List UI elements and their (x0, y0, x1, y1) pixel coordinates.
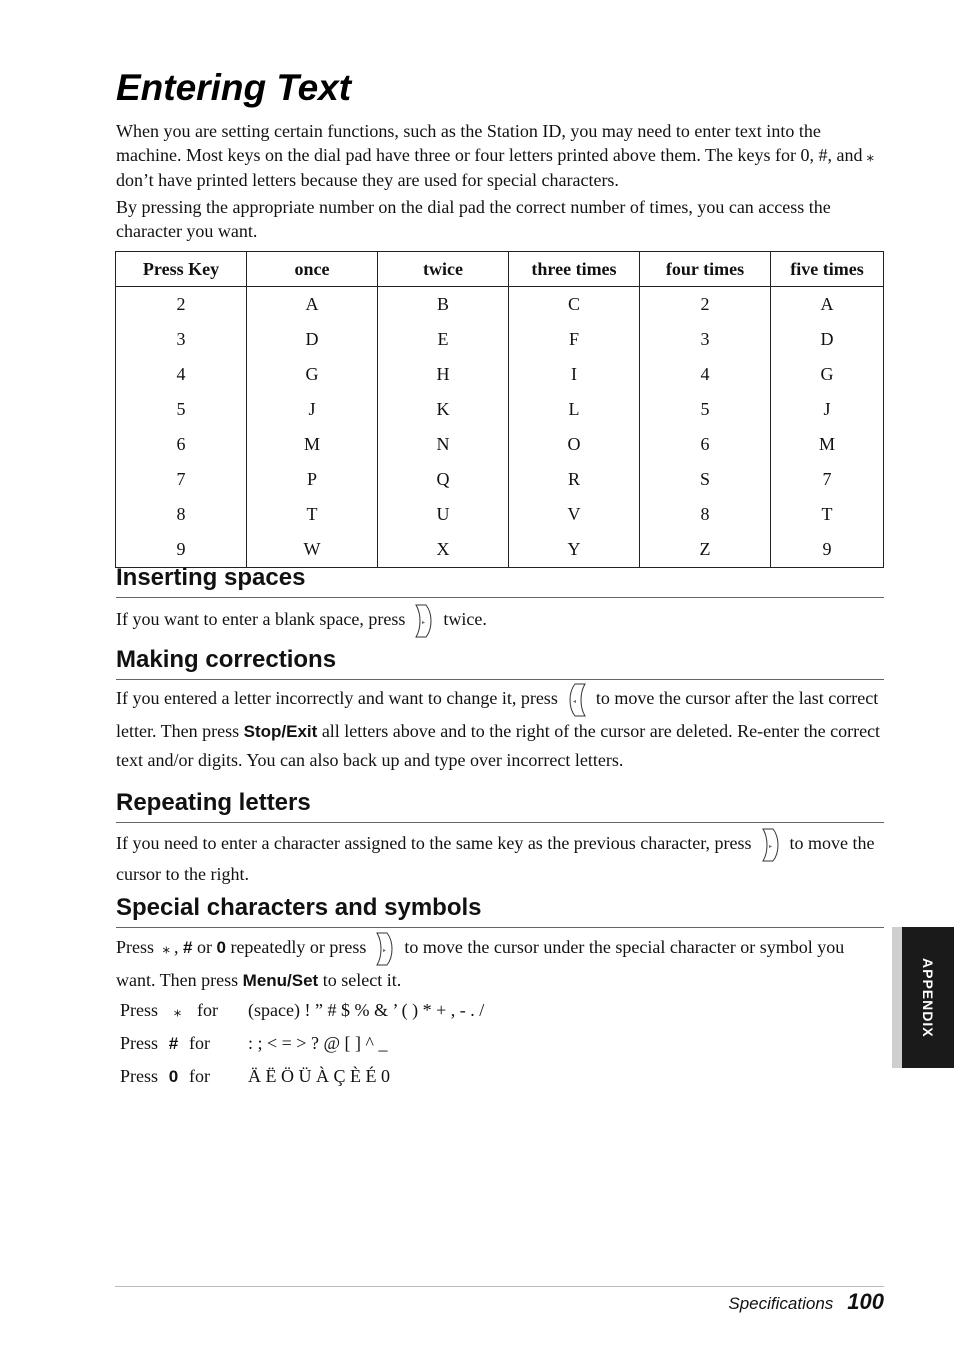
repeating-letters-text: If you need to enter a character assigned to the same key as the previous character, press ▸ to move the cursor to the right. (116, 828, 886, 886)
table-row (116, 287, 884, 323)
star-key-glyph: ⁎ (866, 147, 874, 165)
star-key-glyph: ⁎ (162, 939, 171, 958)
table-row (116, 357, 884, 392)
table-row (116, 392, 884, 427)
table-cell: S (640, 462, 771, 497)
table-cell: B (378, 287, 509, 323)
table-cell: G (771, 357, 884, 392)
table-cell: 6 (640, 427, 771, 462)
table-cell: R (509, 462, 640, 497)
inserting-spaces-text: If you want to enter a blank space, press ▸ twice. (116, 604, 886, 638)
left-arrow-key-icon (566, 683, 588, 717)
table-cell: J (771, 392, 884, 427)
table-cell: T (247, 497, 378, 532)
right-arrow-key-icon (760, 828, 782, 862)
intro-paragraph-1: When you are setting certain functions, such as the Station ID, you may need to enter text into the machine. Most keys on the dial pad have three or four letters printed above them. The keys for 0, #, and ⁎don’t have printed letters because they are used for special characters. (116, 121, 874, 190)
making-corrections-text: If you entered a letter incorrectly and want to change it, press ◂ to move the cursor after the last correct letter. Then press Stop/Exit all letters above and to the right of the cursor are deleted. Re-enter the correct text and/or digits. You can also back up and type over incorrect letters. (116, 683, 886, 774)
table-cell: L (509, 392, 640, 427)
right-arrow-key-icon (374, 932, 396, 966)
table-cell: N (378, 427, 509, 462)
table-cell: V (509, 497, 640, 532)
table-row (116, 427, 884, 462)
table-cell: 3 (640, 322, 771, 357)
table-cell: 2 (116, 287, 247, 323)
table-cell: X (378, 532, 509, 568)
table-header: twice (378, 252, 509, 287)
table-cell: E (378, 322, 509, 357)
section-heading-inserting-spaces: Inserting spaces (116, 563, 884, 598)
table-cell: 4 (116, 357, 247, 392)
section-heading-making-corrections: Making corrections (116, 645, 884, 680)
table-cell: 8 (116, 497, 247, 532)
special-characters-row-star: Press ⁎ for (space) ! ” # $ % & ’ ( ) * + , - . / (120, 1000, 485, 1020)
table-row (116, 497, 884, 532)
special-characters-text: Press ⁎ , # or 0 repeatedly or press ▸ to move the cursor under the special character or symbol you want. Then press Menu/Set to select it. (116, 932, 886, 995)
table-row (116, 462, 884, 497)
svg-text:▸: ▸ (422, 619, 426, 626)
table-header: Press Key (116, 252, 247, 287)
table-header: three times (509, 252, 640, 287)
table-cell: T (771, 497, 884, 532)
page-title: Entering Text (116, 67, 352, 108)
footer-divider (115, 1286, 884, 1287)
table-cell: O (509, 427, 640, 462)
table-header: five times (771, 252, 884, 287)
page-number: 100 (847, 1289, 884, 1314)
table-cell: 9 (771, 532, 884, 568)
table-cell: A (771, 287, 884, 323)
svg-text:◂: ◂ (572, 698, 576, 705)
table-row (116, 322, 884, 357)
svg-text:▸: ▸ (768, 843, 772, 850)
table-cell: 4 (640, 357, 771, 392)
menu-set-key-label: Menu/Set (242, 971, 319, 990)
section-heading-repeating-letters: Repeating letters (116, 788, 884, 823)
key-letter-table (115, 251, 884, 568)
table-cell: D (771, 322, 884, 357)
stop-exit-key-label: Stop/Exit (243, 722, 318, 741)
table-cell: 2 (640, 287, 771, 323)
section-heading-special-characters: Special characters and symbols (116, 893, 884, 928)
table-header: four times (640, 252, 771, 287)
table-cell: A (247, 287, 378, 323)
table-cell: J (247, 392, 378, 427)
table-cell: 5 (640, 392, 771, 427)
table-header-row (116, 252, 884, 287)
svg-text:▸: ▸ (383, 947, 387, 954)
intro-paragraph-2: By pressing the appropriate number on the dial pad the correct number of times, you can access the character you want. (116, 197, 831, 241)
table-cell: Q (378, 462, 509, 497)
table-cell: K (378, 392, 509, 427)
table-header: once (247, 252, 378, 287)
side-tab-label: APPENDIX (920, 957, 936, 1038)
table-cell: W (247, 532, 378, 568)
table-cell: Z (640, 532, 771, 568)
table-cell: 5 (116, 392, 247, 427)
table-cell: 7 (116, 462, 247, 497)
table-cell: 3 (116, 322, 247, 357)
table-cell: M (247, 427, 378, 462)
table-cell: F (509, 322, 640, 357)
table-cell: I (509, 357, 640, 392)
footer-section-name: Specifications (728, 1294, 834, 1313)
table-cell: C (509, 287, 640, 323)
table-cell: G (247, 357, 378, 392)
page-footer (728, 1289, 884, 1315)
table-cell: U (378, 497, 509, 532)
table-cell: 7 (771, 462, 884, 497)
table-cell: 9 (116, 532, 247, 568)
table-cell: 6 (116, 427, 247, 462)
table-cell: Y (509, 532, 640, 568)
right-arrow-key-icon (413, 604, 435, 638)
special-characters-row-hash: Press # for : ; < = > ? @ [ ] ^ _ (120, 1033, 388, 1053)
table-cell: H (378, 357, 509, 392)
table-cell: D (247, 322, 378, 357)
special-characters-row-zero: Press 0 for Ä Ë Ö Ü À Ç È É 0 (120, 1066, 390, 1086)
table-cell: M (771, 427, 884, 462)
table-cell: 8 (640, 497, 771, 532)
appendix-side-tab (892, 927, 954, 1068)
table-cell: P (247, 462, 378, 497)
